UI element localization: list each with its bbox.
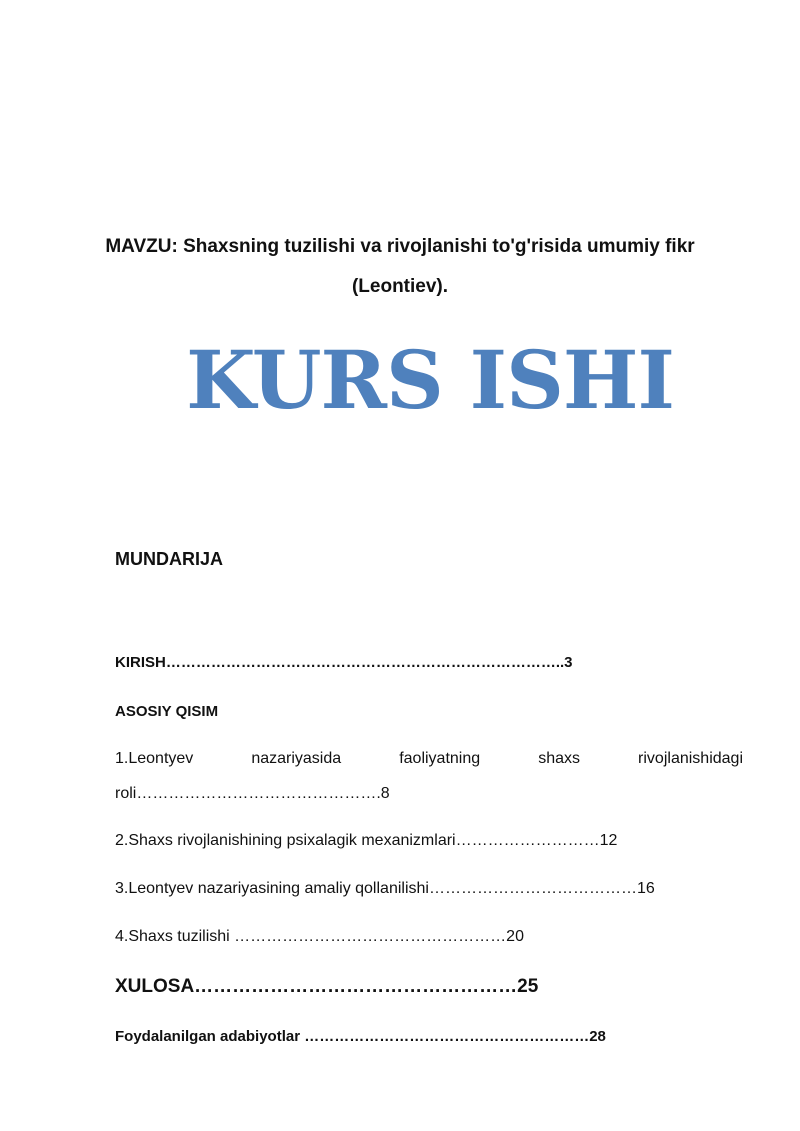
toc-item-1-word: faoliyatning xyxy=(399,750,481,767)
document-title: KURS ISHI xyxy=(186,333,674,427)
topic-line-2: (Leontiev). xyxy=(351,276,449,297)
toc-item-adabiyotlar: Foydalanilgan adabiyotlar …………………………………………………28 xyxy=(115,1028,606,1045)
toc-item-1 xyxy=(115,750,743,768)
toc-item-kirish: KIRISH……………………………………………………………………..3 xyxy=(115,654,573,671)
toc-item-xulosa: XULOSA……………………………………………25 xyxy=(115,976,539,997)
toc-item-1-continuation: roli……………………………………….8 xyxy=(115,785,390,802)
toc-item-1-word: nazariyasida xyxy=(251,750,342,767)
toc-item-1-word: rivojlanishidagi xyxy=(638,750,743,767)
toc-item-asosiy-qisim: ASOSIY QISIM xyxy=(115,703,219,720)
topic-line-1: MAVZU: Shaxsning tuzilishi va rivojlanishi to'g'risida umumiy fikr xyxy=(105,236,695,257)
toc-item-4: 4.Shaxs tuzilishi ……………………………………………20 xyxy=(115,928,524,945)
toc-item-3: 3.Leontyev nazariyasining amaliy qollanilishi…………………………………16 xyxy=(115,880,655,897)
toc-item-2: 2.Shaxs rivojlanishining psixalagik mexanizmlari………………………12 xyxy=(115,832,618,849)
toc-item-1-word: shaxs xyxy=(538,750,580,767)
toc-heading: MUNDARIJA xyxy=(115,549,223,569)
toc-item-1-word: 1.Leontyev xyxy=(115,750,194,767)
